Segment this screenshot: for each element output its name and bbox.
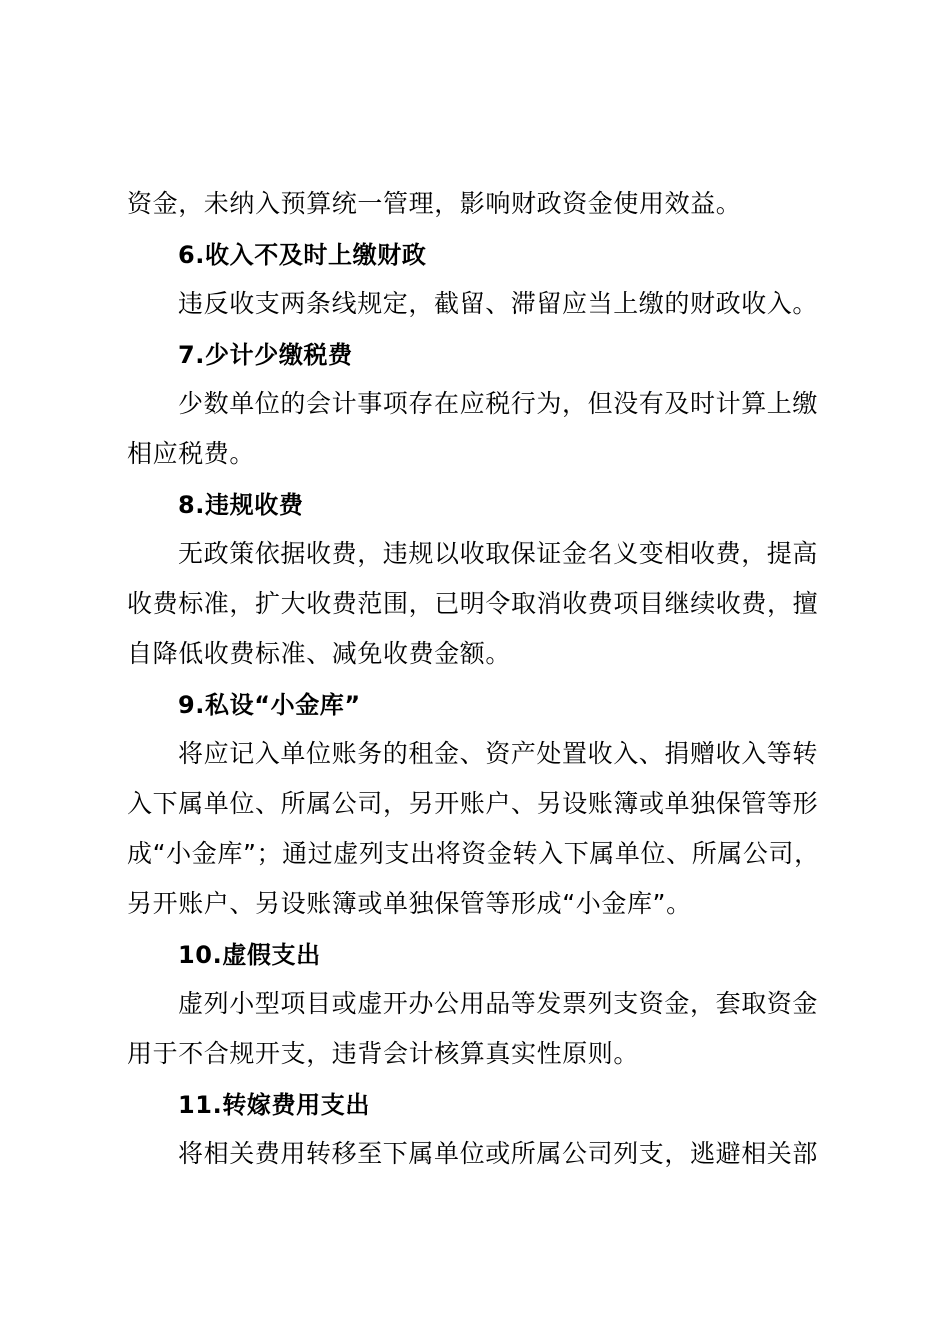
paragraph-line: 无政策依据收费，违规以收取保证金名义变相收费，提高 [178, 539, 819, 568]
paragraph-line: 自降低收费标准、减免收费金额。 [127, 639, 512, 668]
section-heading: 7.少计少缴税费 [178, 341, 353, 369]
paragraph-line: 将相关费用转移至下属单位或所属公司列支，逃避相关部 [178, 1139, 819, 1168]
paragraph-line: 收费标准，扩大收费范围，已明令取消收费项目继续收费，擅 [127, 589, 819, 618]
paragraph-line: 虚列小型项目或虚开办公用品等发票列支资金，套取资金 [178, 989, 819, 1018]
paragraph-line: 少数单位的会计事项存在应税行为，但没有及时计算上缴 [178, 389, 819, 418]
section-heading: 10.虚假支出 [178, 941, 321, 969]
section-heading: 6.收入不及时上缴财政 [178, 241, 427, 269]
paragraph-line: 相应税费。 [127, 439, 256, 468]
paragraph-line: 用于不合规开支，违背会计核算真实性原则。 [127, 1039, 640, 1068]
paragraph-line: 另开账户、另设账簿或单独保管等形成“小金库”。 [127, 889, 692, 918]
section-heading: 9.私设“小金库” [178, 691, 361, 719]
section-heading: 11.转嫁费用支出 [178, 1091, 370, 1119]
paragraph-line: 入下属单位、所属公司，另开账户、另设账簿或单独保管等形 [127, 789, 819, 818]
paragraph-line: 将应记入单位账务的租金、资产处置收入、捐赠收入等转 [178, 739, 819, 768]
paragraph-line: 资金，未纳入预算统一管理，影响财政资金使用效益。 [127, 189, 742, 218]
paragraph-line: 成“小金库”；通过虚列支出将资金转入下属单位、所属公司， [127, 839, 820, 868]
section-heading: 8.违规收费 [178, 491, 304, 519]
paragraph-line: 违反收支两条线规定，截留、滞留应当上缴的财政收入。 [178, 289, 819, 318]
